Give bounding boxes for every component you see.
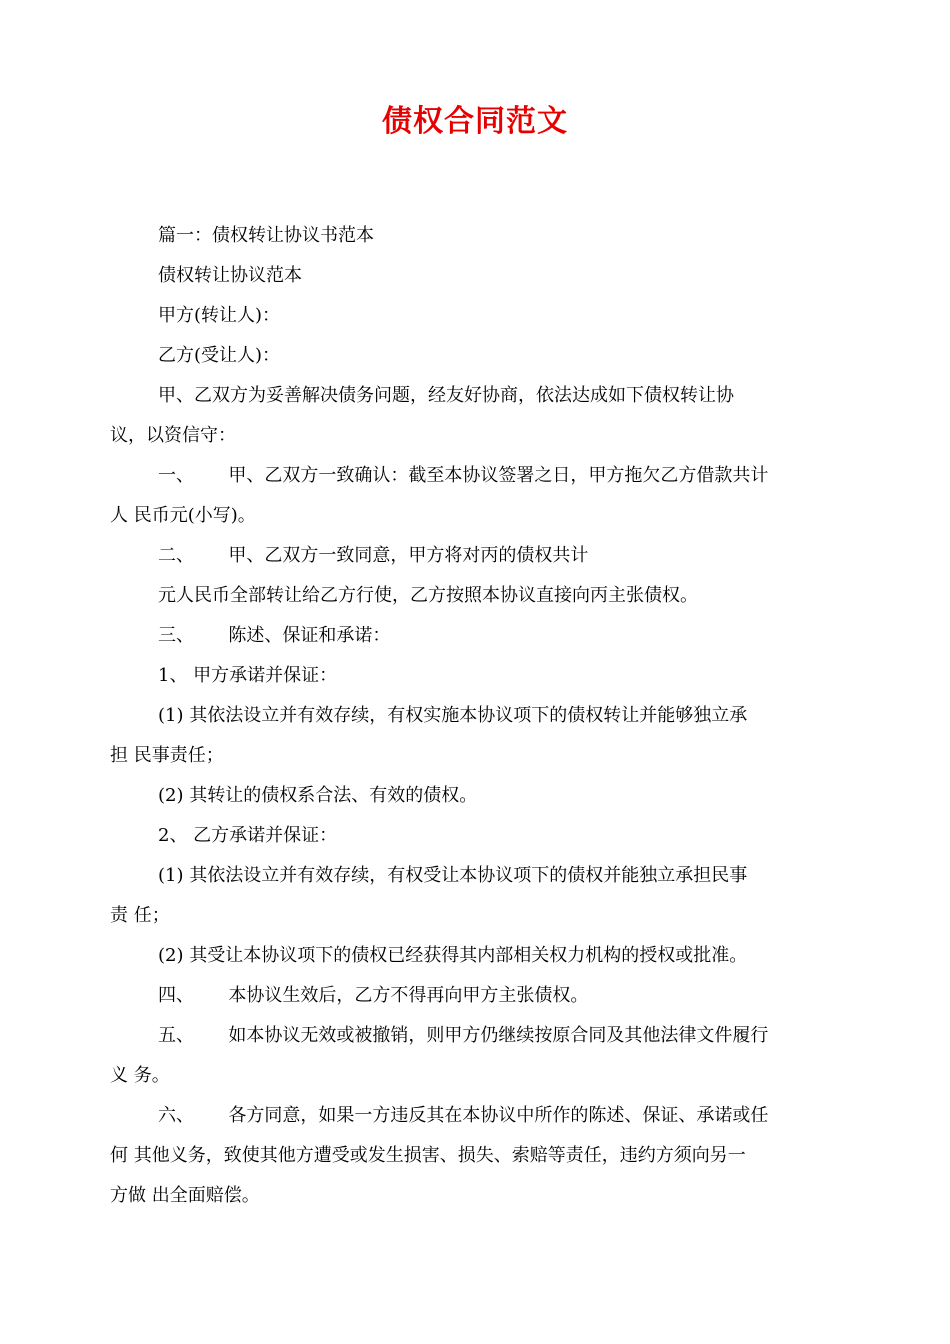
sub-clause-line: (1) 其依法设立并有效存续，有权实施本协议项下的债权转让并能够独立承: [158, 705, 748, 726]
clause-2-line: 元人民币全部转让给乙方行使，乙方按照本协议直接向丙主张债权。: [158, 585, 698, 606]
sub-clause-line: 2、 乙方承诺并保证：: [158, 825, 338, 846]
clause-4-line: 四、 本协议生效后，乙方不得再向甲方主张债权。: [158, 985, 589, 1006]
sub-clause-line: (1) 其依法设立并有效存续，有权受让本协议项下的债权并能独立承担民事: [158, 865, 748, 886]
party-b-line: 乙方(受让人)：: [158, 345, 281, 366]
clause-3-line: 三、 陈述、保证和承诺：: [158, 625, 391, 646]
paragraph-line: 议，以资信守：: [110, 425, 236, 446]
section-heading: 篇一：债权转让协议书范本: [158, 225, 374, 246]
subheading: 债权转让协议范本: [158, 265, 302, 286]
clause-2-line: 二、 甲、乙双方一致同意，甲方将对丙的债权共计: [158, 545, 589, 566]
sub-clause-line: 担 民事责任；: [110, 745, 224, 766]
document-title: 债权合同范文: [382, 104, 568, 139]
sub-clause-line: 1、 甲方承诺并保证：: [158, 665, 338, 686]
party-a-line: 甲方(转让人)：: [158, 305, 281, 326]
sub-clause-line: 责 任；: [110, 905, 170, 926]
clause-1-line: 人 民币元(小写)。: [110, 505, 256, 526]
paragraph-line: 甲、乙双方为妥善解决债务问题，经友好协商，依法达成如下债权转让协: [158, 385, 734, 406]
clause-5-line: 五、 如本协议无效或被撤销，则甲方仍继续按原合同及其他法律文件履行: [158, 1025, 769, 1046]
clause-5-line: 义 务。: [110, 1065, 170, 1086]
clause-1-line: 一、 甲、乙双方一致确认：截至本协议签署之日，甲方拖欠乙方借款共计: [158, 465, 769, 486]
clause-6-line: 六、 各方同意，如果一方违反其在本协议中所作的陈述、保证、承诺或任: [158, 1105, 769, 1126]
sub-clause-line: (2) 其转让的债权系合法、有效的债权。: [158, 785, 478, 806]
clause-6-line: 方做 出全面赔偿。: [110, 1185, 260, 1206]
sub-clause-line: (2) 其受让本协议项下的债权已经获得其内部相关权力机构的授权或批准。: [158, 945, 748, 966]
clause-6-line: 何 其他义务，致使其他方遭受或发生损害、损失、索赔等责任，违约方须向另一: [110, 1145, 746, 1166]
